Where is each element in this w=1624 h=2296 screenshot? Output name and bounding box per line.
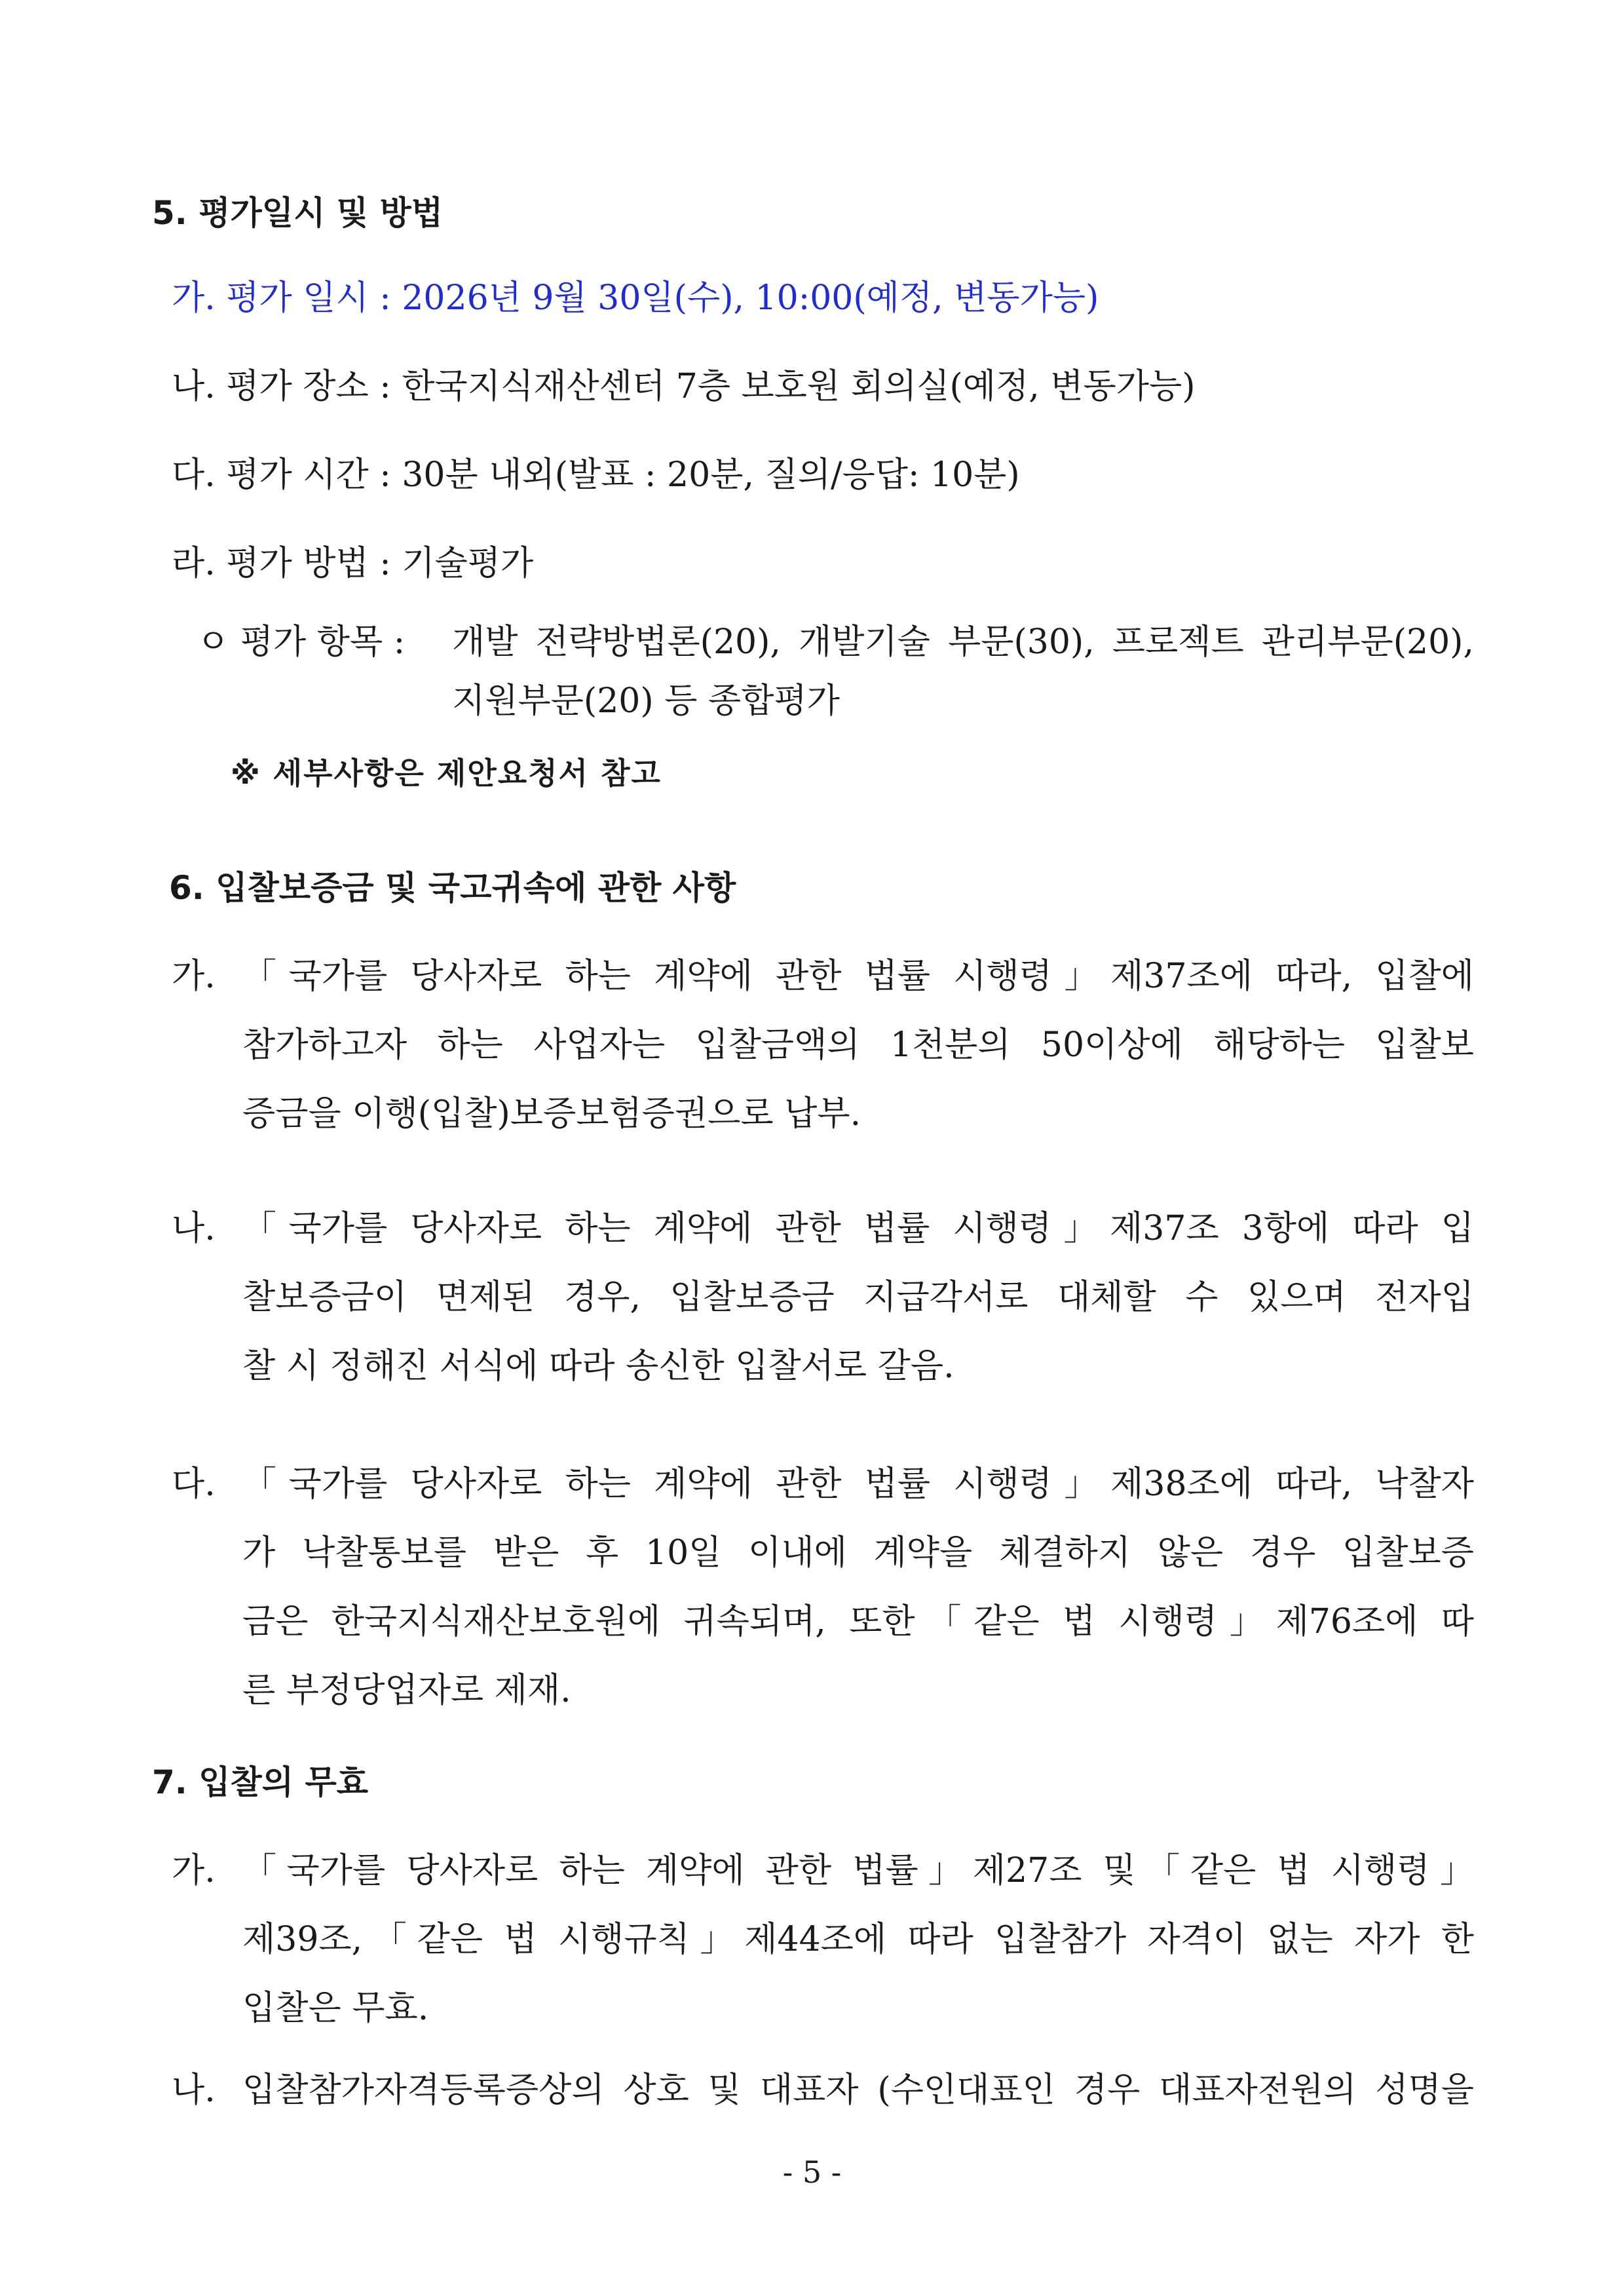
section6-c-line4: 른 부정당업자로 제재. bbox=[242, 1671, 571, 1710]
section6-b-line3: 찰 시 정해진 서식에 따라 송신한 입찰서로 갈음. bbox=[242, 1347, 954, 1386]
eval-items-line2: 지원부문(20) 등 종합평가 bbox=[452, 681, 840, 721]
section6-c-line2: 가 낙찰통보를 받은 후 10일 이내에 계약을 체결하지 않은 경우 입찰보증 bbox=[242, 1533, 1474, 1573]
section5-item-d: 라. 평가 방법 : 기술평가 bbox=[172, 544, 534, 583]
section5-item-b: 나. 평가 장소 : 한국지식재산센터 7층 보호원 회의실(예정, 변동가능) bbox=[172, 367, 1196, 406]
section7-b-line1: 입찰참가자격등록증상의 상호 및 대표자 (수인대표인 경우 대표자전원의 성명을 bbox=[242, 2071, 1474, 2110]
reference-note: ※ 세부사항은 제안요청서 참고 bbox=[231, 756, 662, 791]
section5-heading: 5. 평가일시 및 방법 bbox=[152, 194, 444, 232]
section6-a-line1: 「국가를 당사자로 하는 계약에 관한 법률 시행령」제37조에 따라, 입찰에 bbox=[242, 957, 1474, 996]
section6-a-label: 가. bbox=[172, 957, 216, 996]
section6-b-line2: 찰보증금이 면제된 경우, 입찰보증금 지급각서로 대체할 수 있으며 전자입 bbox=[242, 1278, 1474, 1317]
section5-item-a: 가. 평가 일시 : 2026년 9월 30일(수), 10:00(예정, 변동가능) bbox=[172, 278, 1099, 318]
section7-heading: 7. 입찰의 무효 bbox=[152, 1763, 369, 1801]
section6-c-line1: 「국가를 당사자로 하는 계약에 관한 법률 시행령」제38조에 따라, 낙찰자 bbox=[242, 1464, 1474, 1504]
section6-b-label: 나. bbox=[172, 1209, 216, 1248]
section7-a-line1: 「국가를 당사자로 하는 계약에 관한 법률」제27조 및「같은 법 시행령」 bbox=[242, 1851, 1474, 1890]
eval-items-label: ㅇ 평가 항목 : bbox=[197, 622, 406, 662]
section5-item-c: 다. 평가 시간 : 30분 내외(발표 : 20분, 질의/응답: 10분) bbox=[172, 455, 1020, 495]
section6-a-line2: 참가하고자 하는 사업자는 입찰금액의 1천분의 50이상에 해당하는 입찰보 bbox=[242, 1025, 1474, 1065]
section6-heading: 6. 입찰보증금 및 국고귀속에 관한 사항 bbox=[169, 869, 736, 907]
page-number: - 5 - bbox=[782, 2154, 842, 2190]
section6-b-line1: 「국가를 당사자로 하는 계약에 관한 법률 시행령」제37조 3항에 따라 입 bbox=[242, 1209, 1474, 1248]
section6-c-label: 다. bbox=[172, 1464, 216, 1504]
section7-b-label: 나. bbox=[172, 2071, 216, 2110]
section6-c-line3: 금은 한국지식재산보호원에 귀속되며, 또한「같은 법 시행령」제76조에 따 bbox=[242, 1602, 1474, 1641]
section7-a-label: 가. bbox=[172, 1851, 216, 1890]
eval-items-line1: 개발 전략방법론(20), 개발기술 부문(30), 프로젝트 관리부문(20), bbox=[452, 622, 1474, 662]
section7-a-line3: 입찰은 무효. bbox=[242, 1989, 429, 2028]
section6-a-line3: 증금을 이행(입찰)보증보험증권으로 납부. bbox=[242, 1094, 861, 1134]
section7-a-line2: 제39조,「같은 법 시행규칙」제44조에 따라 입찰참가 자격이 없는 자가 한 bbox=[242, 1920, 1474, 1959]
